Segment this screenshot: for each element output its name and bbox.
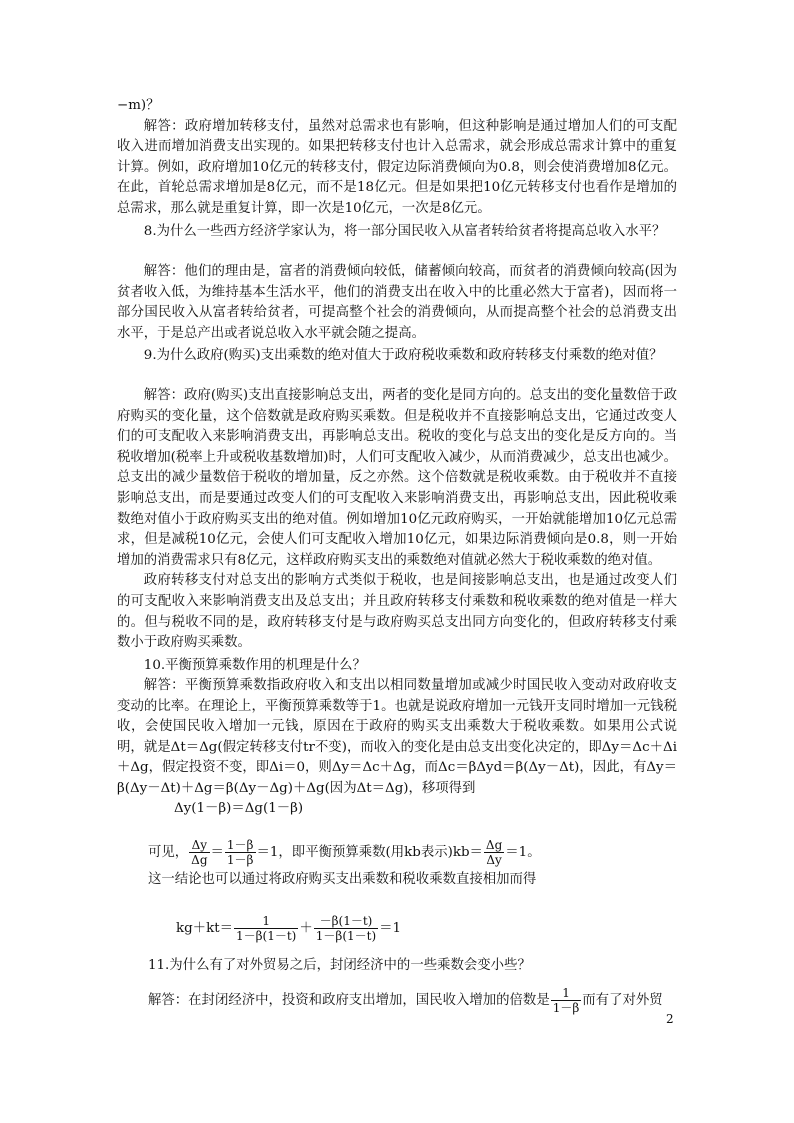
answer-9-paragraph-1: 解答：政府(购买)支出直接影响总支出，两者的变化是同方向的。总支出的变化量数倍于政府购买的变化量，这个倍数就是政府购买乘数。但是税收并不直接影响总支出，它通过改变人们的可支配收入来影响消费支出，再影响总支出。税收的变化与总支出的变化是反方向的。当税收增加(税率上升或税收基数增加)时，人们可支配收入减少，从而消费减少，总支出也减少。总支出的减少量数倍于税收的增加量，反之亦然。这个倍数就是税收乘数。由于税收并不直接影响总支出，而是要通过改变人们的可支配收入来影响消费支出，再影响总支出，因此税收乘数绝对值小于政府购买支出的绝对值。例如增加10亿元政府购买，一开始就能增加10亿元总需求，但是减税10亿元，会使人们可支配收入增加10亿元，如果边际消费倾向是0.8，则一开始增加的消费需求只有8亿元，这样政府购买支出的乘数绝对值就必然大于税收乘数的绝对值。 xyxy=(117,388,677,568)
question-10: 10.平衡预算乘数作用的机理是什么？ xyxy=(143,658,366,673)
question-8: 8.为什么一些西方经济学家认为，将一部分国民收入从富者转给贫者将提高总收入水平？ xyxy=(143,224,666,239)
fraction-govt-multiplier: $\frac{1}{1-\beta(1-t)}$ xyxy=(235,914,297,943)
answer-9-paragraph-2: 政府转移支付对总支出的影响方式类似于税收，也是间接影响总支出，也是通过改变人们的可支配收入来影响消费支出及总支出；并且政府转移支付乘数和税收乘数的绝对值是一样大的。但与税收不同的是，政府转移支付是与政府购买总支出同方向变化的，但政府转移支付乘数小于政府购买乘数。 xyxy=(117,573,677,651)
fraction-1-beta: $\frac{1-\beta}{1-\beta}$ xyxy=(226,838,254,867)
answer-10-paragraph: 解答：平衡预算乘数指政府收入和支出以相同数量增加或减少时国民收入变动对政府收支变动的比率。在理论上，平衡预算乘数等于1。也就是说政府增加一元钱开支同时增加一元钱税收，会使国民收入增加一元钱，原因在于政府的购买支出乘数大于税收乘数。如果用公式说明，就是Δt＝Δg(假定转移支付tr不变)，而收入的变化是由总支出变化决定的，即Δy＝Δc＋Δi＋Δg，假定投资不变，即Δi＝0，则Δy＝Δc＋Δg，而Δc＝βΔyd＝β(Δy－Δt)，因此，有Δy＝β(Δy－Δt)＋Δg＝β(Δy－Δg)＋Δg(因为Δt＝Δg)，移项得到 xyxy=(117,678,677,796)
question-9: 9.为什么政府(购买)支出乘数的绝对值大于政府税收乘数和政府转移支付乘数的绝对值？ xyxy=(143,348,663,363)
conclusion-line: 这一结论也可以通过将政府购买支出乘数和税收乘数直接相加而得 xyxy=(148,872,537,887)
fraction-closed-multiplier: $\frac{1}{1-\beta}$ xyxy=(552,986,580,1015)
answer-10-block xyxy=(117,676,677,800)
answer-9-block xyxy=(117,386,677,654)
fraction-tax-multiplier: $\frac{-\beta(1-t)}{1-\beta(1-t)}$ xyxy=(315,914,377,943)
page-number: 2 xyxy=(666,1012,674,1026)
fraction-dy-dg: $\frac{\Delta y}{\Delta g}$ xyxy=(191,838,208,867)
question-11: 11.为什么有了对外贸易之后，封闭经济中的一些乘数会变小些？ xyxy=(148,958,531,973)
intro-fragment: −m)？ xyxy=(117,98,160,113)
answer-7-paragraph: 解答：政府增加转移支付，虽然对总需求也有影响，但这种影响是通过增加人们的可支配收入进而增加消费支出实现的。如果把转移支付也计入总需求，就会形成总需求计算中的重复计算。例如，政府增加10亿元的转移支付，假定边际消费倾向为0.8，则会使消费增加8亿元。在此，首轮总需求增加是8亿元，而不是18亿元。但是如果把10亿元转移支付也看作是增加的总需求，那么就是重复计算，即一次是10亿元，一次是8亿元。 xyxy=(117,118,677,216)
equation-3: kg＋kt＝ $\frac{1}{1-\beta(1-t)}$ ＋ $\frac{-\beta(1-t)}{1-\beta(1-t)}$ ＝1 xyxy=(176,914,402,943)
answer-8-paragraph: 解答：他们的理由是，富者的消费倾向较低，储蓄倾向较高，而贫者的消费倾向较高(因为贫者收入低，为维持基本生活水平，他们的消费支出在收入中的比重必然大于富者)，因而将一部分国民收入从富者转给贫者，可提高整个社会的消费倾向，从而提高整个社会的总消费支出水平，于是总产出或者说总收入水平就会随之提高。 xyxy=(117,264,677,341)
fraction-dg-dy: $\frac{\Delta g}{\Delta y}$ xyxy=(485,838,503,867)
answer-8-block xyxy=(117,262,677,344)
answer-11-line: 解答：在封闭经济中，投资和政府支出增加，国民收入增加的倍数是 $\frac{1}{1-\beta}$ 而有了对外贸 xyxy=(148,986,663,1015)
equation-2: 可见， $\frac{\Delta y}{\Delta g}$ ＝ $\frac{1-\beta}{1-\beta}$ ＝1，即平衡预算乘数(用kb表示)kb＝ $\frac{\Delta g}{\Delta y}$ ＝1。 xyxy=(148,838,541,867)
equation-1: Δy(1－β)＝Δg(1－β) xyxy=(174,801,304,816)
answer-7-block xyxy=(117,96,677,220)
